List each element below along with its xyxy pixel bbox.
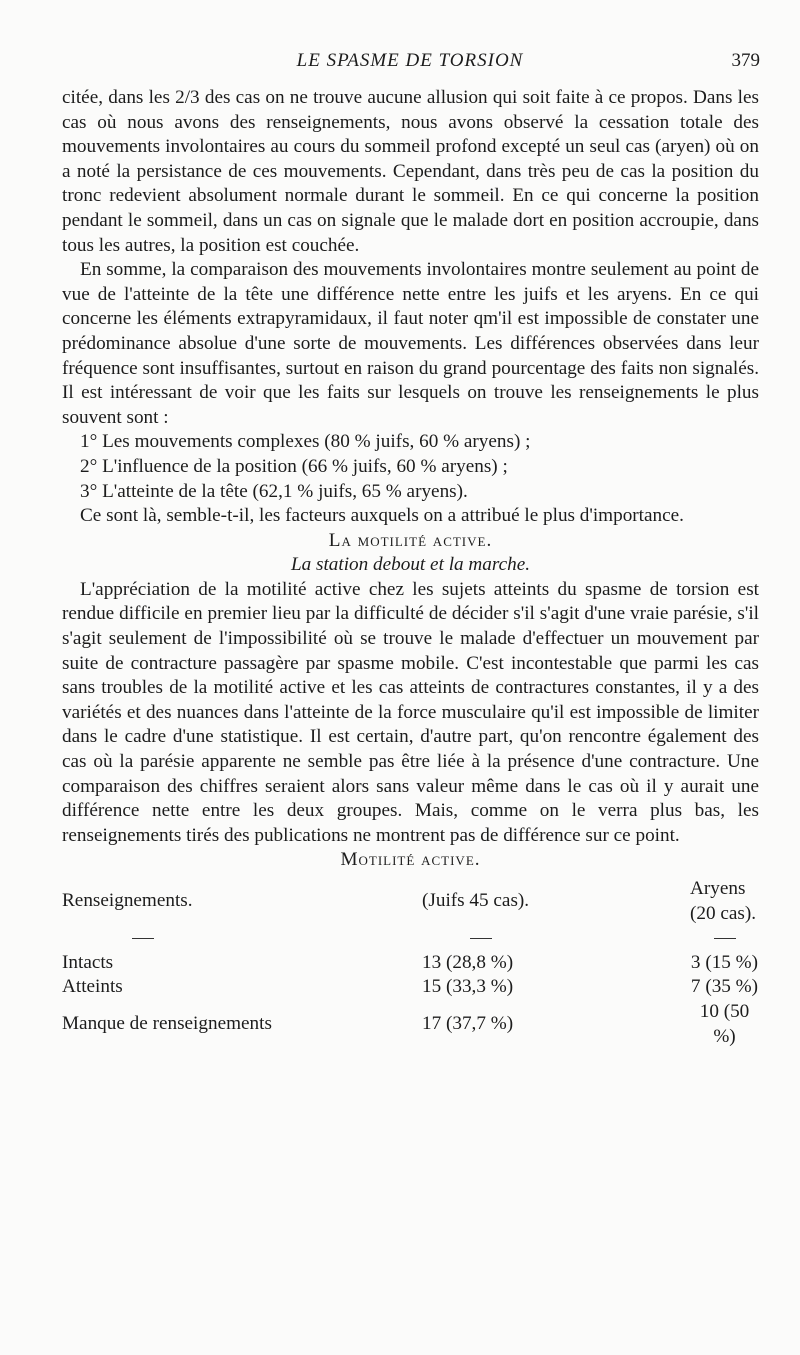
table-cell: 7 (35 %)	[690, 976, 759, 998]
table-row	[62, 951, 759, 976]
page-body	[62, 86, 759, 1049]
table-cell: Intacts	[62, 951, 114, 973]
rule-cell	[62, 926, 422, 951]
column-header: Renseignements.	[62, 890, 193, 912]
table-cell: 10 (50 %)	[699, 1000, 750, 1047]
table-header-row	[62, 877, 759, 926]
table-cell: Atteints	[62, 976, 123, 998]
dash-rule	[714, 938, 736, 939]
table-cell: 3 (15 %)	[690, 951, 759, 973]
statistics-table	[62, 877, 759, 1049]
paragraph-4: L'appréciation de la motilité active chez les sujets atteints du spasme de torsion est rendue difficile en premier lieu par la difficulté de décider s'il s'agit d'une vraie parésie, s'il s'agit seulement de l'impossibilité où se trouve le malade d'effectuer un mouvement par suite de contracture passagère par spasme mobile. C'est incontestable que parmi les cas sans troubles de la motilité active et les cas atteints de contractures constantes, il y a des variétés et des nuances dans l'atteinte de la force musculaire qu'il est impossible de limiter dans le cadre d'une statistique. Il est certain, d'autre part, qu'on rencontre également des cas où la parésie apparente ne semble pas être liée à la présence d'une contracture. Une comparaison des chiffres seraient alors sans valeur même dans le cas où il y aurait une différence nette entre les deux groupes. Mais, comme on le verra plus bas, les renseignements tirés des publications ne montrent pas de différence sur ce point.	[62, 578, 759, 846]
table-row	[62, 1000, 759, 1049]
table-row	[62, 975, 759, 1000]
rule-cell	[690, 926, 759, 951]
table-title: Motilité active.	[340, 849, 481, 871]
running-title: LE SPASME DE TORSION	[296, 50, 524, 71]
paragraph-3: Ce sont là, semble-t-il, les facteurs auxquels on a attribué le plus d'importance.	[80, 505, 684, 527]
section-heading: La motilité active.	[328, 529, 493, 551]
page-header	[60, 50, 760, 76]
page-number: 379	[731, 50, 760, 71]
dash-rule	[470, 938, 492, 939]
column-header: Aryens (20 cas).	[690, 878, 757, 924]
column-header: (Juifs 45 cas).	[422, 890, 530, 912]
paragraph-1: citée, dans les 2/3 des cas on ne trouve aucune allusion qui soit faite à ce propos. Dans les cas où nous avons des renseignements, nous avons observé la cessation totale des mouvements involontaires au cours du sommeil profond excepté un seul cas (aryen) où on a noté la persistance de ces mouvements. Cependant, dans très peu de cas la position du tronc redevient absolument normale durant le sommeil. En ce qui concerne la position pendant le sommeil, dans un cas on signale que le malade dort en position accroupie, dans tous les autres, la position est couchée.	[62, 87, 759, 256]
section-subheading: La station debout et la marche.	[290, 554, 531, 576]
list-item: 2° L'influence de la position (66 % juifs, 60 % aryens) ;	[80, 455, 508, 477]
table-cell: 17 (37,7 %)	[422, 1013, 514, 1035]
table-cell: 15 (33,3 %)	[422, 976, 514, 998]
list-item: 1° Les mouvements complexes (80 % juifs, 60 % aryens) ;	[80, 431, 531, 453]
table-cell: Manque de renseignements	[62, 1013, 272, 1035]
list-item: 3° L'atteinte de la tête (62,1 % juifs, 65 % aryens).	[80, 480, 468, 502]
paragraph-2: En somme, la comparaison des mouvements involontaires montre seulement au point de vue de l'atteinte de la tête une différence nette entre les juifs et les aryens. En ce qui concerne les éléments extrapyramidaux, il faut noter qm'il est impossible de constater une prédominance absolue d'une sorte de mouvements. Les différences observées dans leur fréquence sont insuffisantes, surtout en raison du grand pourcentage des faits non signalés. Il est intéressant de voir que les faits sur lesquels on trouve les renseignements le plus souvent sont :	[62, 259, 759, 428]
table-cell: 13 (28,8 %)	[422, 951, 514, 973]
rule-cell	[422, 926, 690, 951]
table-rule-row	[62, 926, 759, 951]
dash-rule	[132, 938, 154, 939]
